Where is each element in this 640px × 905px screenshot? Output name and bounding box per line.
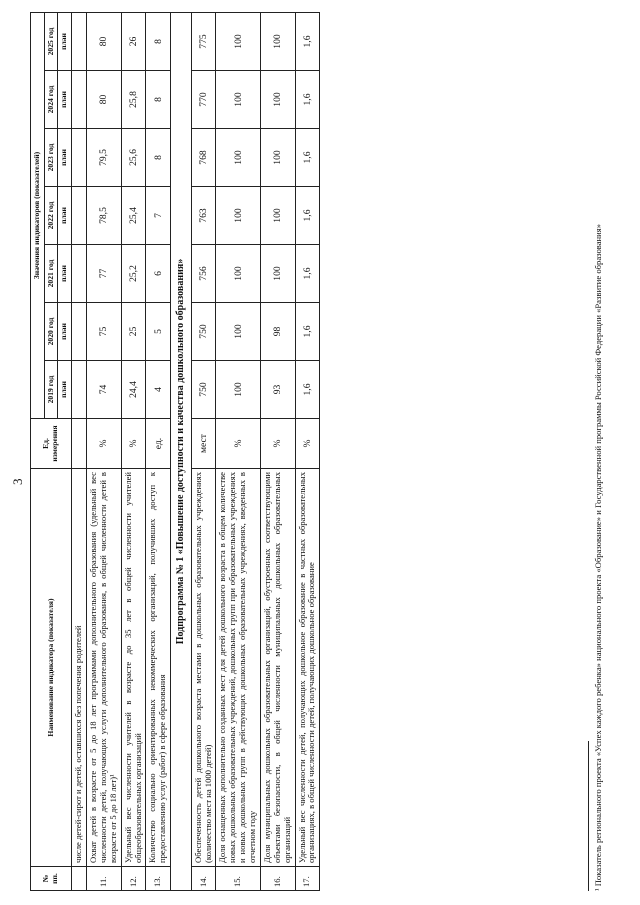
header-plan: план [58, 187, 72, 245]
header-year: 2024 год [44, 71, 58, 129]
value-cell: 100 [260, 129, 295, 187]
value-cell: 100 [260, 13, 295, 71]
footnote: ¹ Показатель регионального проекта «Успех каждого ребенка» национального проекта «Образование» и Государственной программы Российской Федерации «Развитие образования» [593, 224, 603, 891]
value-cell [72, 187, 87, 245]
unit-cell [72, 419, 87, 469]
unit-cell: ед. [146, 419, 171, 469]
value-cell: 1,6 [295, 13, 320, 71]
value-cell: 25 [121, 303, 146, 361]
value-cell: 100 [260, 245, 295, 303]
value-cell: 1,6 [295, 361, 320, 419]
unit-cell: % [87, 419, 122, 469]
indicator-name: Доля оснащенных дополнительно созданных мест для детей дошкольного возраста в общем количестве новых дошкольных образовательных учреждений, дошкольных групп при образовательных учреждениях и новых дошкольных групп в действующих дошкольных образовательных учреждениях, введенных в отчетном году [216, 469, 261, 867]
value-cell: 25,2 [121, 245, 146, 303]
unit-cell: % [260, 419, 295, 469]
indicator-name: Количество социально ориентированных некоммерческих организаций, получивших доступ к предоставлению услуг (работ) в сфере образования [146, 469, 171, 867]
value-cell: 750 [191, 303, 216, 361]
value-cell: 8 [146, 71, 171, 129]
subprogram-heading-row [171, 13, 192, 891]
header-year: 2021 год [44, 245, 58, 303]
page-number: 3 [10, 478, 25, 485]
value-cell: 1,6 [295, 187, 320, 245]
header-plan: план [58, 71, 72, 129]
value-cell [72, 71, 87, 129]
table-row [295, 13, 320, 891]
header-unit: Ед. измерения [31, 419, 72, 469]
header-plan: план [58, 13, 72, 71]
value-cell: 100 [216, 129, 261, 187]
header-year: 2025 год [44, 13, 58, 71]
row-number: 13. [146, 867, 171, 891]
row-number: 11. [87, 867, 122, 891]
value-cell: 6 [146, 245, 171, 303]
header-plan: план [58, 129, 72, 187]
value-cell: 75 [87, 303, 122, 361]
value-cell: 100 [216, 361, 261, 419]
value-cell: 79,5 [87, 129, 122, 187]
value-cell: 74 [87, 361, 122, 419]
indicator-name: числе детей-сирот и детей, оставшихся без попечения родителей [72, 469, 87, 867]
value-cell: 78,5 [87, 187, 122, 245]
value-cell: 25,6 [121, 129, 146, 187]
value-cell: 8 [146, 129, 171, 187]
value-cell: 100 [216, 187, 261, 245]
value-cell: 1,6 [295, 129, 320, 187]
indicator-name: Охват детей в возрасте от 5 до 18 лет программами дополнительного образования (удельный вес численности детей, получающих услуги дополнительного образования, в общей численности детей в возрасте от 5 до 18 лет)¹ [87, 469, 122, 867]
value-cell [72, 129, 87, 187]
value-cell: 8 [146, 13, 171, 71]
table-row [146, 13, 171, 891]
value-cell: 100 [260, 187, 295, 245]
row-number: 17. [295, 867, 320, 891]
value-cell [72, 303, 87, 361]
indicator-name: Доля муниципальных дошкольных образовательных организаций, обустроенных соответствующими объектами безопасности, в общей численности муниципальных дошкольных образовательных организаций [260, 469, 295, 867]
unit-cell: % [121, 419, 146, 469]
header-name: Наименование индикатора (показателя) [31, 469, 72, 867]
header-year: 2020 год [44, 303, 58, 361]
value-cell: 100 [260, 71, 295, 129]
unit-cell: мест [191, 419, 216, 469]
header-year: 2022 год [44, 187, 58, 245]
row-number: 14. [191, 867, 216, 891]
value-cell: 100 [216, 303, 261, 361]
value-cell: 1,6 [295, 245, 320, 303]
header-num: № пп. [31, 867, 72, 891]
table-row [121, 13, 146, 891]
table-row [87, 13, 122, 891]
unit-cell: % [216, 419, 261, 469]
value-cell: 77 [87, 245, 122, 303]
unit-cell: % [295, 419, 320, 469]
value-cell: 770 [191, 71, 216, 129]
value-cell: 100 [216, 245, 261, 303]
row-number: 12. [121, 867, 146, 891]
value-cell: 750 [191, 361, 216, 419]
table-row [260, 13, 295, 891]
value-cell: 756 [191, 245, 216, 303]
value-cell: 25,4 [121, 187, 146, 245]
value-cell: 1,6 [295, 71, 320, 129]
value-cell: 1,6 [295, 303, 320, 361]
value-cell: 768 [191, 129, 216, 187]
value-cell: 100 [216, 13, 261, 71]
table-row [216, 13, 261, 891]
value-cell: 80 [87, 13, 122, 71]
value-cell [72, 13, 87, 71]
subprogram-heading: Подпрограмма № 1 «Повышение доступности и качества дошкольного образования» [171, 13, 192, 891]
value-cell: 7 [146, 187, 171, 245]
header-plan: план [58, 245, 72, 303]
value-cell: 24,4 [121, 361, 146, 419]
table-row [72, 13, 87, 891]
footnote-separator [588, 741, 589, 891]
row-number: 15. [216, 867, 261, 891]
header-plan: план [58, 361, 72, 419]
value-cell: 100 [216, 71, 261, 129]
indicator-name: Обеспеченность детей дошкольного возраста местами в дошкольных образовательных учреждениях (количество мест на 1000 детей) [191, 469, 216, 867]
indicators-table [30, 12, 320, 891]
header-values-group: Значения индикаторов (показателей) [31, 13, 45, 419]
value-cell: 763 [191, 187, 216, 245]
value-cell: 4 [146, 361, 171, 419]
row-number: 16. [260, 867, 295, 891]
header-plan: план [58, 303, 72, 361]
value-cell: 93 [260, 361, 295, 419]
value-cell: 5 [146, 303, 171, 361]
indicator-name: Удельный вес численности учителей в возрасте до 35 лет в общей численности учителей общеобразовательных организаций [121, 469, 146, 867]
table-row [191, 13, 216, 891]
value-cell: 25,8 [121, 71, 146, 129]
value-cell [72, 245, 87, 303]
row-number [72, 867, 87, 891]
header-year: 2023 год [44, 129, 58, 187]
value-cell: 98 [260, 303, 295, 361]
header-year: 2019 год [44, 361, 58, 419]
value-cell: 80 [87, 71, 122, 129]
value-cell: 775 [191, 13, 216, 71]
value-cell [72, 361, 87, 419]
value-cell: 26 [121, 13, 146, 71]
indicator-name: Удельный вес численности детей, получающих дошкольное образование в частных образовательных организациях, в общей численности детей, получающих дошкольное образование [295, 469, 320, 867]
